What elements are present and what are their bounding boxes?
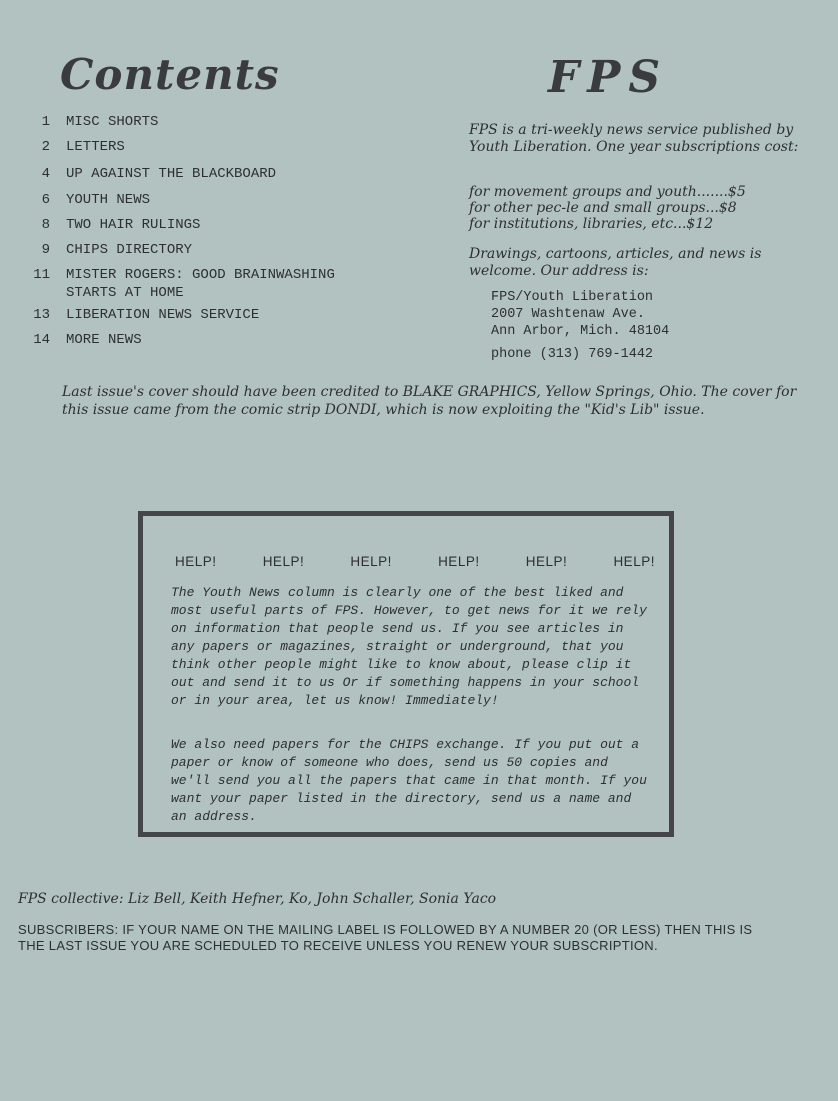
toc-title: TWO HAIR RULINGS [66, 217, 201, 233]
toc-page-number: 9 [41, 242, 50, 258]
help-word: HELP! [350, 554, 392, 569]
toc-item [30, 331, 430, 356]
toc-item [30, 113, 430, 138]
help-paragraph-news: The Youth News column is clearly one of the best liked and most useful parts of FPS. However, to get news for it we rely on information that people send us. If you see articles in any papers or magazines, straight or underground, that you think other people might like to know about, please clip it out and send it to us Or if something happens in your school or in your area, let us know! Immediately! [171, 585, 647, 708]
address-line: 2007 Washtenaw Ave. [491, 307, 645, 322]
help-paragraph-chips: We also need papers for the CHIPS exchange. If you put out a paper or know of someone who does, send us 50 copies and we'll send you all the papers that came in that month. If you want your paper listed in the directory, send us a name and an address. [171, 737, 647, 824]
toc-page-number: 8 [41, 217, 50, 233]
submission-invite: Drawings, cartoons, articles, and news is welcome. Our address is: [469, 246, 762, 279]
help-word: HELP! [262, 554, 305, 569]
rate-line: for movement groups and youth.......$5 [469, 184, 746, 200]
toc-item [30, 306, 430, 331]
address-line: FPS/Youth Liberation [491, 290, 654, 305]
address-line: Ann Arbor, Mich. 48104 [491, 324, 670, 339]
toc-page-number: 6 [41, 192, 50, 208]
phone-number: phone (313) 769-1442 [491, 347, 654, 362]
toc-item [30, 266, 430, 306]
toc-title: CHIPS DIRECTORY [66, 242, 193, 258]
subscription-rates [469, 184, 809, 232]
toc-title: YOUTH NEWS [66, 192, 151, 208]
toc-title: UP AGAINST THE BLACKBOARD [66, 166, 277, 182]
toc-page-number: 4 [41, 166, 50, 182]
toc-item [30, 165, 430, 193]
cover-credit-note: Last issue's cover should have been credited to BLAKE GRAPHICS, Yellow Springs, Ohio. The cover for this issue came from the comic strip DONDI, which is now exploiting the "Kid's Lib" issue. [62, 384, 797, 418]
toc-item [30, 138, 430, 163]
toc-page-number: 13 [33, 307, 50, 323]
toc-title: MISC SHORTS [66, 114, 159, 130]
rate-line: for institutions, libraries, etc...$12 [469, 216, 714, 232]
toc-page-number: 14 [33, 332, 50, 348]
mailing-address [491, 289, 791, 340]
fps-description: FPS is a tri-weekly news service published by Youth Liberation. One year subscriptions cost: [469, 122, 799, 155]
toc-title: LIBERATION NEWS SERVICE [66, 307, 260, 323]
toc-page-number: 1 [41, 114, 50, 130]
toc-page-number: 2 [41, 139, 50, 155]
toc-item [30, 241, 430, 266]
toc-page-number: 11 [33, 267, 50, 283]
help-word: HELP! [525, 554, 568, 569]
toc-title: LETTERS [66, 139, 125, 155]
toc-title: MISTER ROGERS: GOOD BRAINWASHING STARTS AT HOME [66, 267, 335, 301]
help-word: HELP! [438, 554, 480, 569]
toc-item [30, 191, 430, 216]
help-request-box [138, 511, 674, 837]
toc-title: MORE NEWS [66, 332, 142, 348]
subscriber-notice: SUBSCRIBERS: IF YOUR NAME ON THE MAILING LABEL IS FOLLOWED BY A NUMBER 20 (OR LESS) THEN THIS IS THE LAST ISSUE YOU ARE SCHEDULED TO RECEIVE UNLESS YOU RENEW YOUR SUBSCRIPTION. [18, 922, 753, 953]
help-header-row [175, 554, 655, 569]
fps-heading: FPS [548, 52, 669, 103]
help-word: HELP! [613, 554, 655, 569]
collective-credits: FPS collective: Liz Bell, Keith Hefner, Ko, John Schaller, Sonia Yaco [18, 891, 497, 907]
contents-heading: Contents [60, 50, 280, 99]
help-word: HELP! [175, 554, 217, 569]
rate-line: for other pec-le and small groups...$8 [469, 200, 737, 216]
toc-item [30, 216, 430, 241]
table-of-contents [30, 113, 430, 356]
